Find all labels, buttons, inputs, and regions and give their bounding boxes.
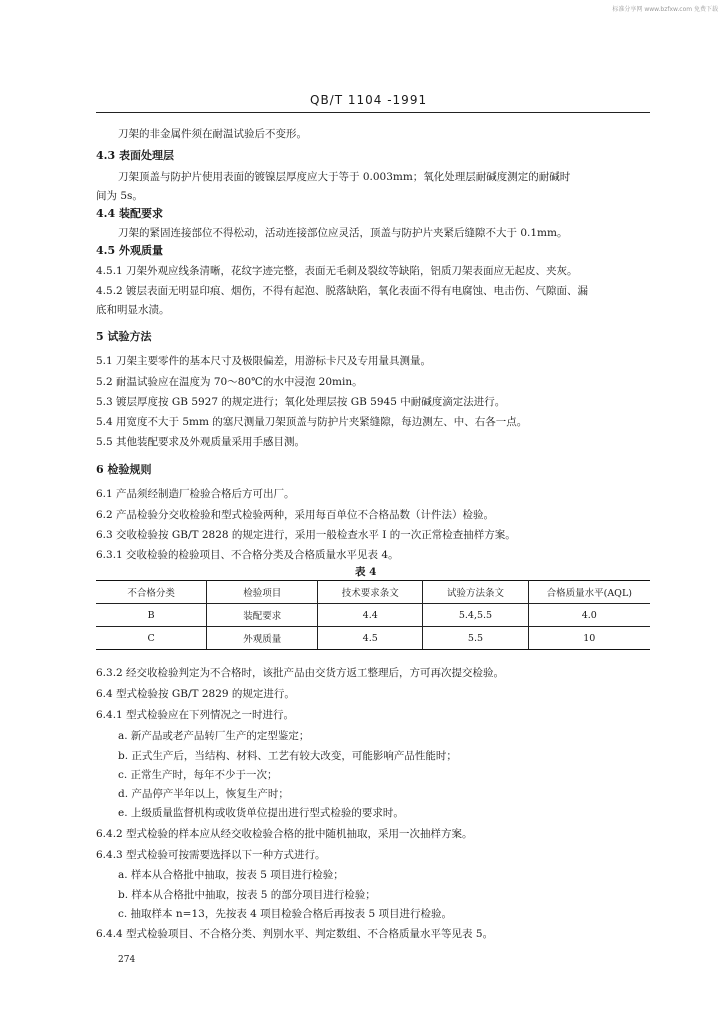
table-header-row (96, 581, 650, 604)
text-line: 6.4.3 型式检验可按需要选择以下一种方式进行。 (96, 849, 326, 861)
table-header-cell: 不合格分类 (96, 581, 207, 604)
text-line: 6.3.2 经交收检验判定为不合格时，该批产品由交货方返工整理后，方可再次提交检验。 (96, 667, 505, 679)
text-line: 5.5 其他装配要求及外观质量采用手感目测。 (96, 436, 306, 448)
section-heading: 6 检验规则 (96, 463, 152, 476)
section-heading: 5 试验方法 (96, 330, 152, 343)
list-item: a. 样本从合格批中抽取，按表 5 项目进行检验； (118, 869, 344, 881)
table-row (96, 627, 650, 650)
text-line: 6.4 型式检验按 GB/T 2829 的规定进行。 (96, 688, 295, 700)
table-cell: 5.4,5.5 (423, 604, 528, 627)
section-heading: 4.3 表面处理层 (96, 149, 174, 162)
text-line: 6.3 交收检验按 GB/T 2828 的规定进行，采用一般检查水平 Ⅰ 的一次正常检查抽样方案。 (96, 529, 516, 541)
list-item: d. 产品停产半年以上，恢复生产时； (118, 788, 289, 800)
text-line: 底和明显水渍。 (96, 304, 170, 316)
list-item: b. 正式生产后，当结构、材料、工艺有较大改变，可能影响产品性能时； (118, 750, 457, 762)
table-cell: C (96, 627, 207, 650)
table-cell: 4.0 (528, 604, 650, 627)
table-row (96, 604, 650, 627)
text-line: 5.1 刀架主要零件的基本尺寸及极限偏差，用游标卡尺及专用量具测量。 (96, 355, 432, 367)
table-caption: 表 4 (355, 566, 377, 578)
table-cell: B (96, 604, 207, 627)
list-item: e. 上级质量监督机构或收货单位提出进行型式检验的要求时。 (118, 807, 404, 819)
section-heading: 4.4 装配要求 (96, 207, 163, 220)
page-header: QB/T 1104 -1991 (310, 93, 428, 107)
page-number: 274 (118, 955, 136, 965)
text-line: 6.1 产品须经制造厂检验合格后方可出厂。 (96, 488, 295, 500)
text-line: 刀架顶盖与防护片使用表面的镀镍层厚度应大于等于 0.003mm；氧化处理层耐碱度测定的耐碱时 (118, 171, 571, 183)
watermark-text: 标准分享网 www.bzfxw.com 免费下载 (612, 6, 718, 13)
list-item: a. 新产品或老产品转厂生产的定型鉴定； (118, 730, 310, 742)
table-cell: 5.5 (423, 627, 528, 650)
list-item: c. 正常生产时，每年不少于一次； (118, 769, 278, 781)
list-item: b. 样本从合格批中抽取，按表 5 的部分项目进行检验； (118, 889, 376, 901)
text-line: 5.4 用宽度不大于 5mm 的塞尺测量刀架顶盖与防护片夹紧缝隙，每边测左、中、右各一点。 (96, 416, 528, 428)
list-item: c. 抽取样本 n=13，先按表 4 项目检验合格后再按表 5 项目进行检验。 (118, 908, 453, 920)
table-cell: 4.5 (318, 627, 423, 650)
header-rule (96, 112, 650, 113)
table-cell: 10 (528, 627, 650, 650)
text-line: 5.3 镀层厚度按 GB 5927 的规定进行；氧化处理层按 GB 5945 中耐碱度滴定法进行。 (96, 396, 506, 408)
text-line: 间为 5s。 (96, 190, 143, 202)
table-cell: 装配要求 (207, 604, 318, 627)
table-header-cell: 合格质量水平(AQL) (528, 581, 650, 604)
text-line: 刀架的紧固连接部位不得松动，活动连接部位应灵活，顶盖与防护片夹紧后缝隙不大于 0.1mm。 (118, 227, 568, 239)
text-line: 4.5.2 镀层表面无明显印痕、烟伤，不得有起泡、脱落缺陷，氧化表面不得有电腐蚀、电击伤、气隙面、漏 (96, 285, 589, 297)
text-line: 6.2 产品检验分交收检验和型式检验两种，采用每百单位不合格品数（计件法）检验。 (96, 509, 495, 521)
text-line: 6.4.2 型式检验的样本应从经交收检验合格的批中随机抽取，采用一次抽样方案。 (96, 828, 473, 840)
section-heading: 4.5 外观质量 (96, 244, 163, 257)
table-header-cell: 技术要求条文 (318, 581, 423, 604)
table-header-cell: 试验方法条文 (423, 581, 528, 604)
text-line: 6.4.4 型式检验项目、不合格分类、判别水平、判定数组、不合格质量水平等见表 5。 (96, 928, 494, 940)
text-line: 4.5.1 刀架外观应线条清晰，花纹字迹完整，表面无毛刺及裂纹等缺陷，铝质刀架表面应无起皮、夹灰。 (96, 265, 578, 277)
table-header-cell: 检验项目 (207, 581, 318, 604)
table-cell: 4.4 (318, 604, 423, 627)
table-4 (96, 580, 650, 650)
text-line: 5.2 耐温试验应在温度为 70～80℃的水中浸泡 20min。 (96, 376, 363, 388)
table-cell: 外观质量 (207, 627, 318, 650)
text-line: 刀架的非金属件须在耐温试验后不变形。 (118, 128, 307, 140)
text-line: 6.3.1 交收检验的检验项目、不合格分类及合格质量水平见表 4。 (96, 549, 399, 561)
text-line: 6.4.1 型式检验应在下列情况之一时进行。 (96, 709, 295, 721)
